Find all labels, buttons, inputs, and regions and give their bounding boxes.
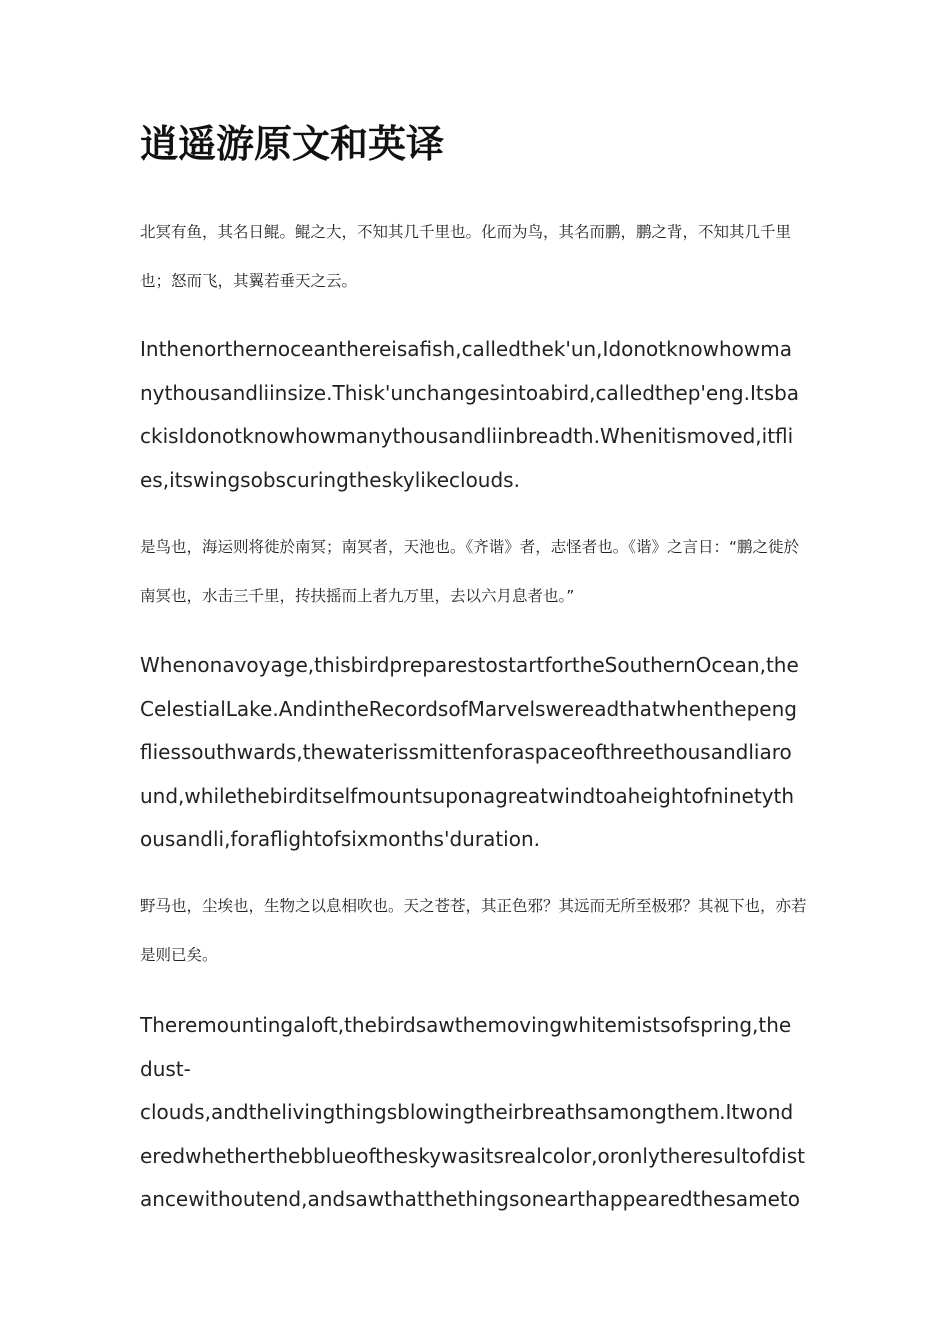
english-line: ckisIdonotknowhowmanythousandliinbreadth.Whenitismoved,itfli — [140, 424, 794, 449]
english-line: es,itswingsobscuringtheskylikeclouds. — [140, 467, 520, 492]
english-line: eredwhetherthebblueoftheskywasitsrealcolor,oronlytheresultofdist — [140, 1143, 805, 1168]
chinese-paragraph-1: 北冥有鱼，其名日鲲。鲲之大，不知其几千里也。化而为鸟，其名而鹏，鹏之背，不知其几千里也；怒而飞，其翼若垂天之云。 — [140, 223, 792, 290]
english-line: und,whilethebirditselfmountsuponagreatwindtoaheightofninetyth — [140, 783, 795, 808]
english-line: ancewithoutend,andsawthatthethingsonearthappearedthesameto — [140, 1187, 800, 1212]
english-line: Theremountingaloft,thebirdsawthemovingwhitemistsofspring,the — [140, 1013, 792, 1037]
english-paragraph-2 — [140, 644, 810, 862]
english-paragraph-1 — [140, 328, 810, 502]
english-line: ousandli,foraflightofsixmonths'duration. — [140, 827, 540, 852]
chinese-paragraph-2: 是鸟也，海运则将徙於南冥；南冥者，天池也。《齐谐》者，志怪者也。《谐》之言日：“鹏之徙於南冥也，水击三千里，抟扶摇而上者九万里，去以六月息者也。” — [140, 538, 800, 605]
english-line: dust- — [140, 1056, 191, 1081]
english-line: Whenonavoyage,thisbirdpreparestostartfortheSouthernOcean,the — [140, 653, 799, 677]
english-paragraph-3 — [140, 1004, 810, 1222]
english-line: nythousandliinsize.Thisk'unchangesintoabird,calledthep'eng.Itsba — [140, 380, 800, 405]
chinese-paragraph-3: 野马也，尘埃也，生物之以息相吹也。天之苍苍，其正色邪？其远而无所至极邪？其视下也，亦若是则已矣。 — [140, 897, 807, 964]
page-title: 逍遥游原文和英译 — [140, 122, 445, 166]
english-line: clouds,andthelivingthingsblowingtheirbreathsamongthem.Itwond — [140, 1100, 794, 1125]
english-line: CelestialLake.AndintheRecordsofMarvelswereadthatwhenthepeng — [140, 696, 797, 721]
english-line: Inthenorthernoceanthereisafish,calledthek'un,Idonotknowhowma — [140, 337, 792, 361]
english-line: fliessouthwards,thewaterissmittenforaspaceofthreethousandliaro — [140, 740, 792, 765]
